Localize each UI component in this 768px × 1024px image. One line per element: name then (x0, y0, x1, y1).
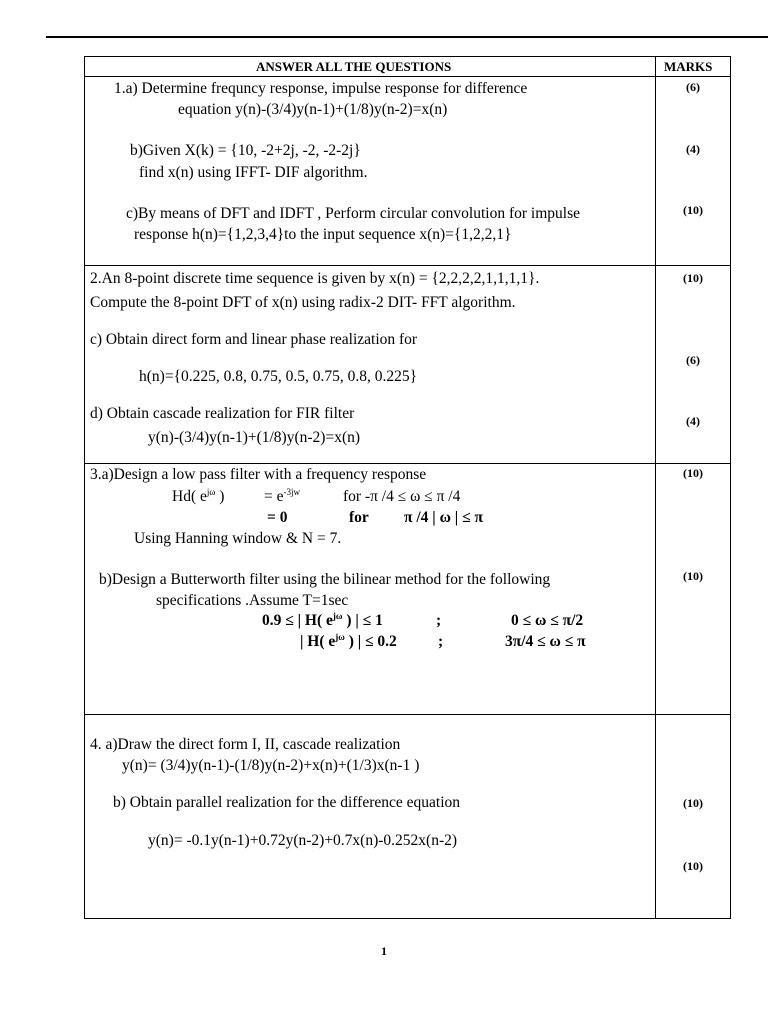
q4a-line2: y(n)= (3/4)y(n-1)-(1/8)y(n-2)+x(n)+(1/3)x(n-1 ) (122, 757, 420, 774)
q4b-line2: y(n)= -0.1y(n-1)+0.72y(n-2)+0.7x(n)-0.252x(n-2) (148, 832, 458, 849)
q1b-marks: (4) (686, 142, 700, 156)
marks-header: MARKS (664, 59, 713, 74)
q3b-line1: b)Design a Butterworth filter using the bilinear method for the following (99, 571, 551, 588)
q3-spec1-sep: ; (436, 612, 442, 629)
q3b-line2: specifications .Assume T=1sec (156, 592, 349, 609)
q3-spec1: 0.9 ≤ | H( $e^{j\omega}$ ) | ≤ 1 (262, 610, 383, 629)
row-divider-q2 (84, 463, 731, 464)
q2-line1: 2.An 8-point discrete time sequence is given by x(n) = {2,2,2,2,1,1,1,1}. (90, 270, 540, 287)
q1a-marks: (6) (686, 80, 700, 94)
q2c-line1: c) Obtain direct form and linear phase realization for (90, 331, 418, 348)
q1c-line2: response h(n)={1,2,3,4}to the input sequence x(n)={1,2,2,1} (134, 226, 512, 243)
q3-hd-range1: for -π /4 ≤ ω ≤ π /4 (343, 488, 461, 505)
q3-hd-label: Hd( $e^{j\omega}$ ) (172, 486, 225, 505)
top-rule (46, 36, 768, 38)
q4a-marks: (10) (683, 796, 703, 810)
q3-hd-zero: = 0 (267, 509, 288, 526)
q2d-marks: (4) (686, 414, 700, 428)
q3a-marks: (10) (683, 466, 703, 480)
q1b-line2: find x(n) using IFFT- DIF algorithm. (139, 164, 368, 181)
q4b-line1: b) Obtain parallel realization for the difference equation (113, 794, 461, 811)
q1c-marks: (10) (683, 203, 703, 217)
q1a-line1: 1.a) Determine frequncy response, impulse response for difference (114, 80, 528, 97)
q2c-line2: h(n)={0.225, 0.8, 0.75, 0.5, 0.75, 0.8, 0.225} (139, 368, 418, 385)
q3-spec2-sep: ; (438, 633, 444, 650)
q2-marks: (10) (683, 271, 703, 285)
q3-spec2: | H( $e^{j\omega}$ ) | ≤ 0.2 (300, 631, 397, 650)
q1c-line1: c)By means of DFT and IDFT , Perform circular convolution for impulse (126, 205, 581, 222)
q3-hd-equation: = $e^{-3jw}$ (264, 486, 300, 505)
q4b-marks: (10) (683, 859, 703, 873)
q3-hd-range2: π /4 | ω | ≤ π (404, 509, 483, 526)
q1b-line1: b)Given X(k) = {10, -2+2j, -2, -2-2j} (130, 142, 361, 159)
q2d-line1: d) Obtain cascade realization for FIR filter (90, 405, 355, 422)
q2c-marks: (6) (686, 353, 700, 367)
row-divider-q1 (84, 265, 731, 266)
page-number: 1 (381, 944, 387, 958)
questions-header: ANSWER ALL THE QUESTIONS (256, 59, 452, 74)
q4a-line1: 4. a)Draw the direct form I, II, cascade realization (90, 736, 401, 753)
q3a-window: Using Hanning window & N = 7. (134, 530, 342, 547)
row-divider-q3 (84, 714, 731, 715)
marks-column-divider (655, 56, 656, 919)
q3-hd-for2: for (349, 509, 369, 526)
q3-spec1-range: 0 ≤ ω ≤ π/2 (511, 612, 584, 629)
q2-line2: Compute the 8-point DFT of x(n) using radix-2 DIT- FFT algorithm. (90, 294, 516, 311)
q3-spec2-range: 3π/4 ≤ ω ≤ π (505, 633, 586, 650)
q1a-line2: equation y(n)-(3/4)y(n-1)+(1/8)y(n-2)=x(n) (178, 101, 448, 118)
q2d-line2: y(n)-(3/4)y(n-1)+(1/8)y(n-2)=x(n) (148, 429, 361, 446)
header-divider (84, 76, 731, 77)
q3a-line1: 3.a)Design a low pass filter with a frequency response (90, 466, 427, 483)
q3b-marks: (10) (683, 569, 703, 583)
